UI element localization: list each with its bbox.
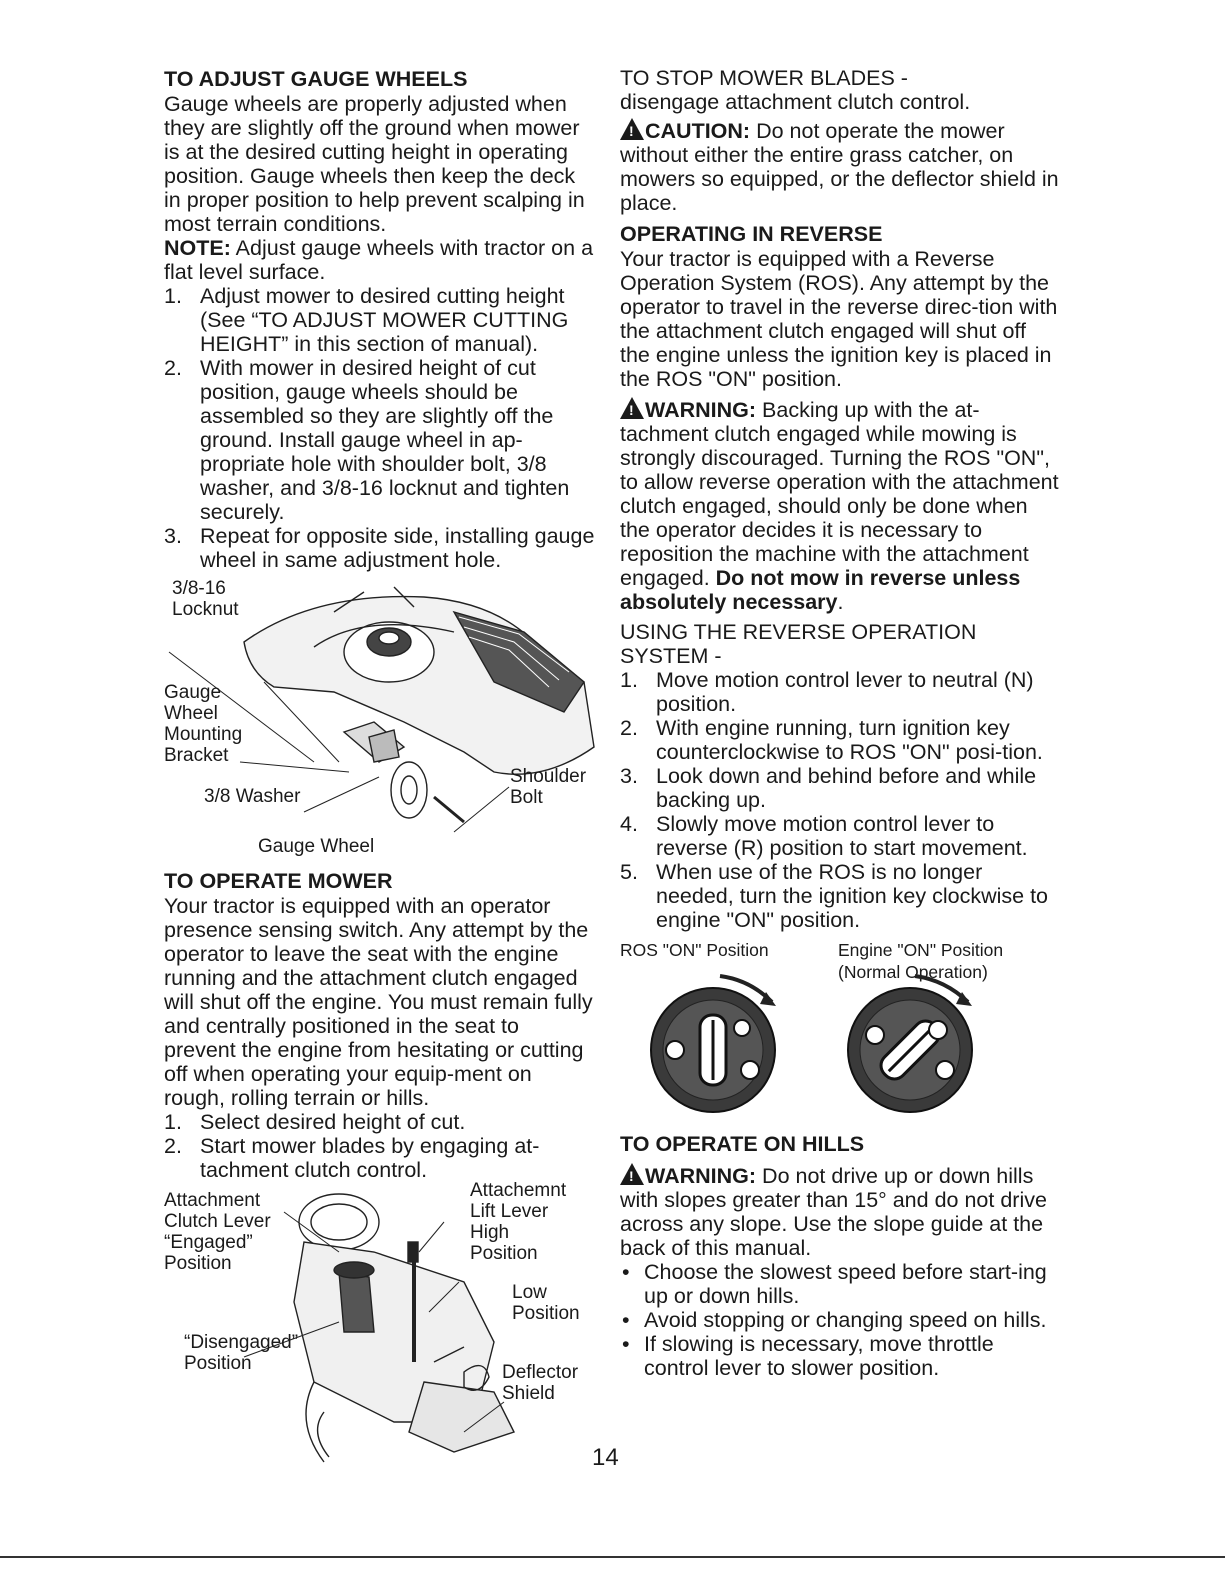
gauge-intro: Gauge wheels are properly adjusted when they are slightly off the ground when mower is at the desired cutting height in operating position. Gauge wheels then keep the deck in proper position to help prevent scalping in most terrain conditions. [164,92,585,236]
ros-on-label: ROS "ON" Position [620,940,769,960]
using-step [620,764,1060,812]
warning-label: WARNING: [645,398,757,422]
normal-operation-label: (Normal Operation) [838,962,988,982]
left-column [164,66,596,1472]
gauge-steps [164,284,596,572]
step-text: Slowly move motion control lever to reverse (R) position to start movement. [656,812,1028,860]
step-text: With engine running, turn ignition key counterclockwise to ROS "ON" posi-tion. [656,716,1043,764]
stop-title: TO STOP MOWER BLADES - [620,66,908,90]
operate-step [164,1134,596,1182]
hills-bullets [620,1260,1060,1380]
ros-switch-icon [651,976,776,1112]
step-number: 4. [620,812,638,836]
hills-bullet [620,1308,1060,1332]
step-number: 1. [620,668,638,692]
reverse-heading: OPERATING IN REVERSE [620,222,883,246]
step-text: Repeat for opposite side, installing gauge wheel in same adjustment hole. [200,524,595,572]
hills-bullet [620,1332,1060,1380]
engaged-position-label: Attachment Clutch Lever “Engaged” Position [164,1190,271,1274]
using-step [620,668,1060,716]
bullet-dot-icon: • [622,1332,630,1356]
hills-bullet [620,1260,1060,1308]
step-number: 5. [620,860,638,884]
engine-on-label: Engine "ON" Position [838,940,1004,960]
lift-lever-label: Attachemnt Lift Lever High Position [470,1180,567,1264]
hills-warning [620,1163,1060,1260]
using-steps [620,668,1060,932]
step-number: 3. [164,524,182,548]
gauge-step [164,284,596,356]
warning-end: . [837,590,844,614]
warning-triangle-icon [620,397,644,419]
step-text: Move motion control lever to neutral (N) position. [656,668,1034,716]
washer-label: 3/8 Washer [204,786,301,807]
step-text: Start mower blades by engaging at-tachment clutch control. [200,1134,540,1182]
ignition-switch-drawing [620,940,1060,1125]
warning-block [620,397,1060,614]
step-number: 2. [164,1134,182,1158]
operate-heading: TO OPERATE MOWER [164,869,393,893]
operate-steps [164,1110,596,1182]
step-text: Select desired height of cut. [200,1110,466,1134]
page-number: 14 [592,1444,619,1471]
using-title: USING THE REVERSE OPERATION SYSTEM - [620,620,977,668]
ignition-key-figure [620,940,1060,1125]
bullet-text: If slowing is necessary, move throttle control lever to slower position. [644,1332,994,1380]
bullet-text: Choose the slowest speed before start-ing up or down hills. [644,1260,1047,1308]
using-step [620,812,1060,860]
bullet-dot-icon: • [622,1308,630,1332]
step-text: Look down and behind before and while backing up. [656,764,1037,812]
hills-warning-label: WARNING: [645,1164,757,1188]
warning-bold: Do not mow in reverse unless absolutely necessary [620,566,1021,614]
hills-warning-text: Do not drive up or down hills with slopes greater than 15° and do not drive across any slope. Use the slope guide at the back of this manual. [620,1164,1047,1260]
operate-text: Your tractor is equipped with an operator presence sensing switch. Any attempt by the operator to leave the seat with the engine running and the attachment clutch engaged will shut off the engine. You must remain fully and centrally positioned in the seat to prevent the engine from hesitating or cutting off when operating your equip-ment on rough, rolling terrain or hills. [164,894,593,1110]
bracket-label: Gauge Wheel Mounting Bracket [164,682,243,766]
step-number: 1. [164,284,182,308]
using-step [620,860,1060,932]
right-column [620,66,1060,1380]
using-step [620,716,1060,764]
gauge-note [164,236,596,284]
clutch-lever-figure [164,1182,596,1472]
locknut-label: 3/8-16 Locknut [172,578,239,620]
gauge-wheel-figure [164,572,596,862]
step-text: Adjust mower to desired cutting height (See “TO ADJUST MOWER CUTTING HEIGHT” in this section of manual). [200,284,569,356]
low-position-label: Low Position [512,1282,580,1324]
deflector-shield-label: Deflector Shield [502,1362,579,1404]
step-number: 3. [620,764,638,788]
note-text: Adjust gauge wheels with tractor on a flat level surface. [164,236,594,284]
gauge-step [164,524,596,572]
page-bottom-rule [0,1556,1225,1558]
stop-text: disengage attachment clutch control. [620,90,971,114]
engine-switch-icon [848,976,972,1112]
shoulder-bolt-label: Shoulder Bolt [510,766,587,808]
operate-step [164,1110,596,1134]
step-number: 2. [620,716,638,740]
gauge-wheel-caption: Gauge Wheel [258,836,375,857]
bullet-dot-icon: • [622,1260,630,1284]
gauge-step [164,356,596,524]
reverse-text: Your tractor is equipped with a Reverse Operation System (ROS). Any attempt by the operator to travel in the reverse direc-tion with the attachment clutch engaged will shut off the engine unless the ignition key is placed in the ROS "ON" position. [620,247,1058,391]
bullet-text: Avoid stopping or changing speed on hills. [644,1308,1047,1332]
caution-block [620,118,1060,215]
warning-text: Backing up with the at-tachment clutch engaged while mowing is strongly discouraged. Turning the ROS "ON", to allow reverse operation with the attachment clutch engaged, should only be done when the operator decides it is necessary to reposition the machine with the attachment engaged. [620,398,1059,590]
step-text: When use of the ROS is no longer needed, turn the ignition key clockwise to engine "ON" position. [656,860,1049,932]
caution-triangle-icon [620,118,644,140]
disengaged-position-label: “Disengaged” Position [184,1332,299,1374]
step-text: With mower in desired height of cut position, gauge wheels should be assembled so they are slightly off the ground. Install gauge wheel in ap-propriate hole with shoulder bolt, 3/8 washer, and 3/8-16 locknut and tighten securely. [200,356,570,524]
note-label: NOTE: [164,236,231,260]
caution-label: CAUTION: [645,119,751,143]
hills-warning-triangle-icon [620,1163,644,1185]
gauge-heading: TO ADJUST GAUGE WHEELS [164,67,468,91]
hills-heading: TO OPERATE ON HILLS [620,1132,865,1156]
step-number: 2. [164,356,182,380]
caution-text: Do not operate the mower without either the entire grass catcher, on mowers so equipped, or the deflector shield in place. [620,119,1059,215]
step-number: 1. [164,1110,182,1134]
